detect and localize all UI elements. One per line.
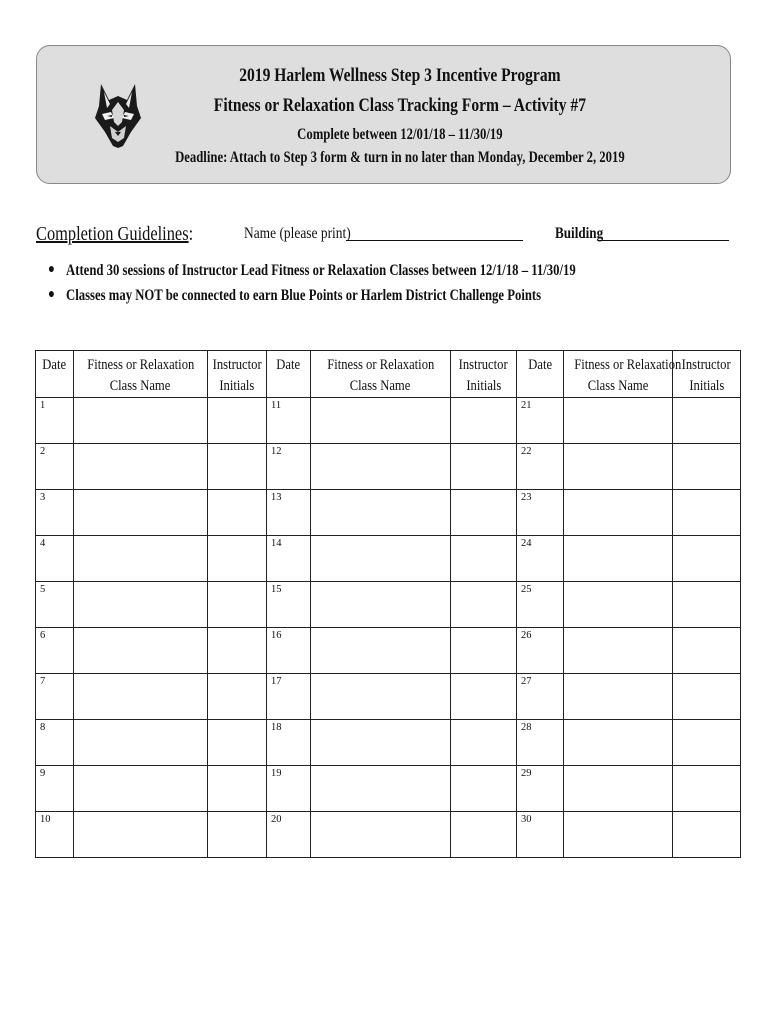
instructor-initials-cell[interactable] <box>451 536 517 582</box>
column-header-text: Instructor <box>212 357 262 373</box>
class-name-cell[interactable] <box>74 398 208 444</box>
date-cell[interactable]: 1 <box>36 398 74 444</box>
instructor-initials-cell[interactable] <box>208 812 267 858</box>
table-row <box>36 444 741 490</box>
instructor-initials-cell[interactable] <box>451 398 517 444</box>
column-header <box>311 351 451 398</box>
instructor-initials-cell[interactable] <box>208 398 267 444</box>
instructor-initials-cell[interactable] <box>673 536 741 582</box>
class-name-cell[interactable] <box>564 674 673 720</box>
deadline: Deadline: Attach to Step 3 form & turn in no later than Monday, December 2, 2019 <box>175 149 625 166</box>
instructor-initials-cell[interactable] <box>673 628 741 674</box>
class-name-cell[interactable] <box>74 628 208 674</box>
instructor-initials-cell[interactable] <box>451 812 517 858</box>
class-name-cell[interactable] <box>311 582 451 628</box>
list-item <box>48 262 576 287</box>
header-box <box>36 45 731 184</box>
column-header-text: Date <box>42 357 67 373</box>
table-row <box>36 674 741 720</box>
instructor-initials-cell[interactable] <box>451 490 517 536</box>
name-label: Name (please print) <box>244 225 351 242</box>
instructor-initials-cell[interactable] <box>673 398 741 444</box>
date-cell[interactable]: 8 <box>36 720 74 766</box>
date-cell[interactable]: 4 <box>36 536 74 582</box>
instructor-initials-cell[interactable] <box>208 766 267 812</box>
column-header-text: Class Name <box>350 378 411 394</box>
date-cell[interactable]: 7 <box>36 674 74 720</box>
date-cell[interactable]: 24 <box>517 536 564 582</box>
column-header-text: Initials <box>465 378 501 394</box>
column-header-text: Instructor <box>458 357 508 373</box>
instructor-initials-cell[interactable] <box>451 582 517 628</box>
class-name-cell[interactable] <box>74 766 208 812</box>
table-row <box>36 582 741 628</box>
date-cell[interactable]: 5 <box>36 582 74 628</box>
instructor-initials-cell[interactable] <box>673 582 741 628</box>
completion-guidelines-label: Completion Guidelines <box>36 223 189 245</box>
class-name-cell[interactable] <box>311 628 451 674</box>
class-name-cell[interactable] <box>564 398 673 444</box>
table-row <box>36 766 741 812</box>
table-header-row <box>36 351 741 398</box>
class-name-cell[interactable] <box>74 582 208 628</box>
class-name-cell[interactable] <box>74 536 208 582</box>
instructor-initials-cell[interactable] <box>208 536 267 582</box>
class-name-cell[interactable] <box>564 812 673 858</box>
class-name-cell[interactable] <box>564 536 673 582</box>
class-name-cell[interactable] <box>311 398 451 444</box>
instructor-initials-cell[interactable] <box>208 628 267 674</box>
date-cell[interactable]: 12 <box>267 444 311 490</box>
class-name-cell[interactable] <box>311 490 451 536</box>
bullet-icon: ● <box>48 287 55 302</box>
column-header-text: Fitness or Relaxation <box>326 357 435 373</box>
date-cell[interactable]: 30 <box>517 812 564 858</box>
instructor-initials-cell[interactable] <box>673 444 741 490</box>
column-header <box>267 351 311 398</box>
date-cell[interactable]: 28 <box>517 720 564 766</box>
date-cell[interactable]: 14 <box>267 536 311 582</box>
guideline-text: Classes may NOT be connected to earn Blue Points or Harlem District Challenge Points <box>66 287 542 304</box>
column-header <box>451 351 517 398</box>
list-item <box>48 287 576 312</box>
column-header <box>517 351 564 398</box>
table-body <box>36 398 741 858</box>
instructor-initials-cell[interactable] <box>673 674 741 720</box>
table-row <box>36 398 741 444</box>
date-cell[interactable]: 26 <box>517 628 564 674</box>
completion-guidelines-heading <box>36 223 193 246</box>
table-row <box>36 628 741 674</box>
date-cell[interactable]: 16 <box>267 628 311 674</box>
class-name-cell[interactable] <box>74 812 208 858</box>
table-row <box>36 812 741 858</box>
column-header-text: Date <box>528 357 552 373</box>
column-header-text: Date <box>276 357 301 373</box>
date-cell[interactable]: 20 <box>267 812 311 858</box>
date-range: Complete between 12/01/18 – 11/30/19 <box>297 126 503 143</box>
date-cell[interactable]: 19 <box>267 766 311 812</box>
instructor-initials-cell[interactable] <box>208 720 267 766</box>
class-name-cell[interactable] <box>74 674 208 720</box>
class-name-cell[interactable] <box>564 444 673 490</box>
building-field[interactable] <box>598 240 729 241</box>
instructor-initials-cell[interactable] <box>451 720 517 766</box>
class-name-cell[interactable] <box>564 628 673 674</box>
instructor-initials-cell[interactable] <box>208 444 267 490</box>
instructor-initials-cell[interactable] <box>208 490 267 536</box>
guideline-text: Attend 30 sessions of Instructor Lead Fitness or Relaxation Classes between 12/1/18 – 11/30/19 <box>66 262 576 279</box>
instructor-initials-cell[interactable] <box>451 444 517 490</box>
class-name-cell[interactable] <box>311 536 451 582</box>
class-name-cell[interactable] <box>311 444 451 490</box>
form-title: 2019 Harlem Wellness Step 3 Incentive Program <box>239 65 561 86</box>
date-cell[interactable]: 21 <box>517 398 564 444</box>
date-cell[interactable]: 11 <box>267 398 311 444</box>
guidelines-list <box>48 262 692 312</box>
bullet-icon: ● <box>48 262 55 277</box>
date-cell[interactable]: 9 <box>36 766 74 812</box>
date-cell[interactable]: 27 <box>517 674 564 720</box>
column-header <box>36 351 74 398</box>
column-header-text: Class Name <box>587 378 649 394</box>
class-name-cell[interactable] <box>564 490 673 536</box>
class-name-cell[interactable] <box>311 674 451 720</box>
column-header <box>564 351 682 398</box>
class-name-cell[interactable] <box>74 490 208 536</box>
instructor-initials-cell[interactable] <box>208 674 267 720</box>
column-header-text: Initials <box>688 378 724 394</box>
instructor-initials-cell[interactable] <box>451 674 517 720</box>
table-row <box>36 536 741 582</box>
date-cell[interactable]: 18 <box>267 720 311 766</box>
date-cell[interactable]: 13 <box>267 490 311 536</box>
class-name-cell[interactable] <box>311 766 451 812</box>
date-cell[interactable]: 23 <box>517 490 564 536</box>
instructor-initials-cell[interactable] <box>673 490 741 536</box>
class-name-cell[interactable] <box>74 444 208 490</box>
class-name-cell[interactable] <box>74 720 208 766</box>
building-label: Building <box>555 225 604 242</box>
table-row <box>36 720 741 766</box>
class-name-cell[interactable] <box>311 812 451 858</box>
class-name-cell[interactable] <box>311 720 451 766</box>
column-header <box>74 351 208 398</box>
instructor-initials-cell[interactable] <box>673 812 741 858</box>
date-cell[interactable]: 10 <box>36 812 74 858</box>
instructor-initials-cell[interactable] <box>673 720 741 766</box>
date-cell[interactable]: 17 <box>267 674 311 720</box>
tracking-table <box>35 350 741 858</box>
name-field[interactable] <box>346 240 523 241</box>
column-header-text: Class Name <box>110 378 171 394</box>
date-cell[interactable]: 6 <box>36 628 74 674</box>
date-cell[interactable]: 15 <box>267 582 311 628</box>
date-cell[interactable]: 22 <box>517 444 564 490</box>
instructor-initials-cell[interactable] <box>673 766 741 812</box>
column-header <box>673 351 741 398</box>
completion-guidelines-colon: : <box>188 223 194 245</box>
date-cell[interactable]: 3 <box>36 490 74 536</box>
column-header-text: Initials <box>219 378 255 394</box>
instructor-initials-cell[interactable] <box>208 582 267 628</box>
form-subtitle: Fitness or Relaxation Class Tracking Form – Activity #7 <box>213 95 586 116</box>
class-name-cell[interactable] <box>564 766 673 812</box>
table-row <box>36 490 741 536</box>
column-header-text: Fitness or Relaxation <box>86 357 195 373</box>
date-cell[interactable]: 25 <box>517 582 564 628</box>
class-name-cell[interactable] <box>564 582 673 628</box>
column-header-text: Fitness or Relaxation <box>574 357 682 373</box>
instructor-initials-cell[interactable] <box>451 628 517 674</box>
date-cell[interactable]: 29 <box>517 766 564 812</box>
instructor-initials-cell[interactable] <box>451 766 517 812</box>
date-cell[interactable]: 2 <box>36 444 74 490</box>
column-header <box>208 351 267 398</box>
class-name-cell[interactable] <box>564 720 673 766</box>
column-header-text: Instructor <box>681 357 731 373</box>
